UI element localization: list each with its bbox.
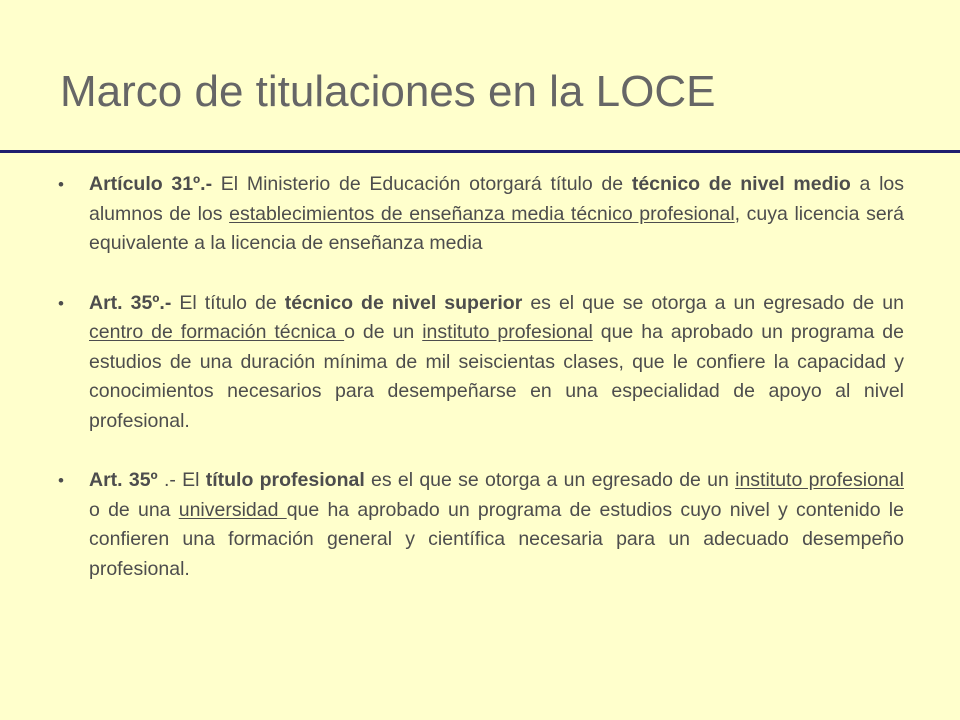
text-run: o de un — [344, 321, 423, 343]
bold-term: Art. 35º.- — [89, 291, 172, 314]
underlined-term: establecimientos de enseñanza media técnico profesional — [229, 202, 735, 225]
text-run: El Ministerio de Educación otorgará título de — [212, 173, 632, 195]
text-run: es el que se otorga a un egresado de un — [364, 469, 736, 491]
bullet-item-3 — [58, 466, 904, 584]
underlined-term: instituto profesional — [735, 469, 904, 491]
bold-term: Art. 35º — [89, 469, 158, 491]
bullet-text — [89, 173, 904, 254]
bold-term: título profesional — [205, 469, 365, 491]
bullet-text — [89, 292, 904, 432]
underlined-term: instituto profesional — [422, 321, 593, 343]
text-run: .- El — [157, 469, 206, 491]
bold-term: Artículo 31º.- — [89, 173, 213, 195]
text-run: El título de — [171, 291, 285, 314]
bullet-item-1 — [58, 170, 904, 259]
bullet-item-2 — [58, 289, 904, 437]
underlined-term: centro de formación técnica — [89, 321, 345, 343]
text-run: o de una — [89, 498, 179, 521]
bold-term: técnico de nivel superior — [284, 291, 523, 314]
bullet-icon: • — [58, 293, 64, 313]
bullet-text — [89, 469, 904, 580]
text-run: es el que se otorga a un egresado de un — [522, 291, 904, 314]
title-divider — [0, 150, 960, 153]
bullet-icon: • — [58, 471, 64, 490]
bullet-list — [58, 170, 904, 584]
slide-title: Marco de titulaciones en la LOCE — [60, 67, 716, 116]
text-run: , cuya licencia será equivalente a la licencia de enseñanza media — [89, 202, 905, 254]
text-run: a los alumnos de los — [89, 173, 905, 225]
text-run: que ha aprobado un programa de estudios de una duración mínima de mil seiscientas clases, que le confiere la capacidad y conocimientos necesarios para desempeñarse en una especialidad de apoyo al nivel profesional. — [89, 321, 904, 432]
bold-term: técnico de nivel medio — [631, 173, 851, 195]
text-run: que ha aprobado un programa de estudios cuyo nivel y contenido le confieren una formación general y científica necesaria para un adecuado desempeño profesional. — [89, 498, 904, 580]
underlined-term: universidad — [178, 498, 287, 521]
bullet-icon: • — [58, 175, 64, 194]
